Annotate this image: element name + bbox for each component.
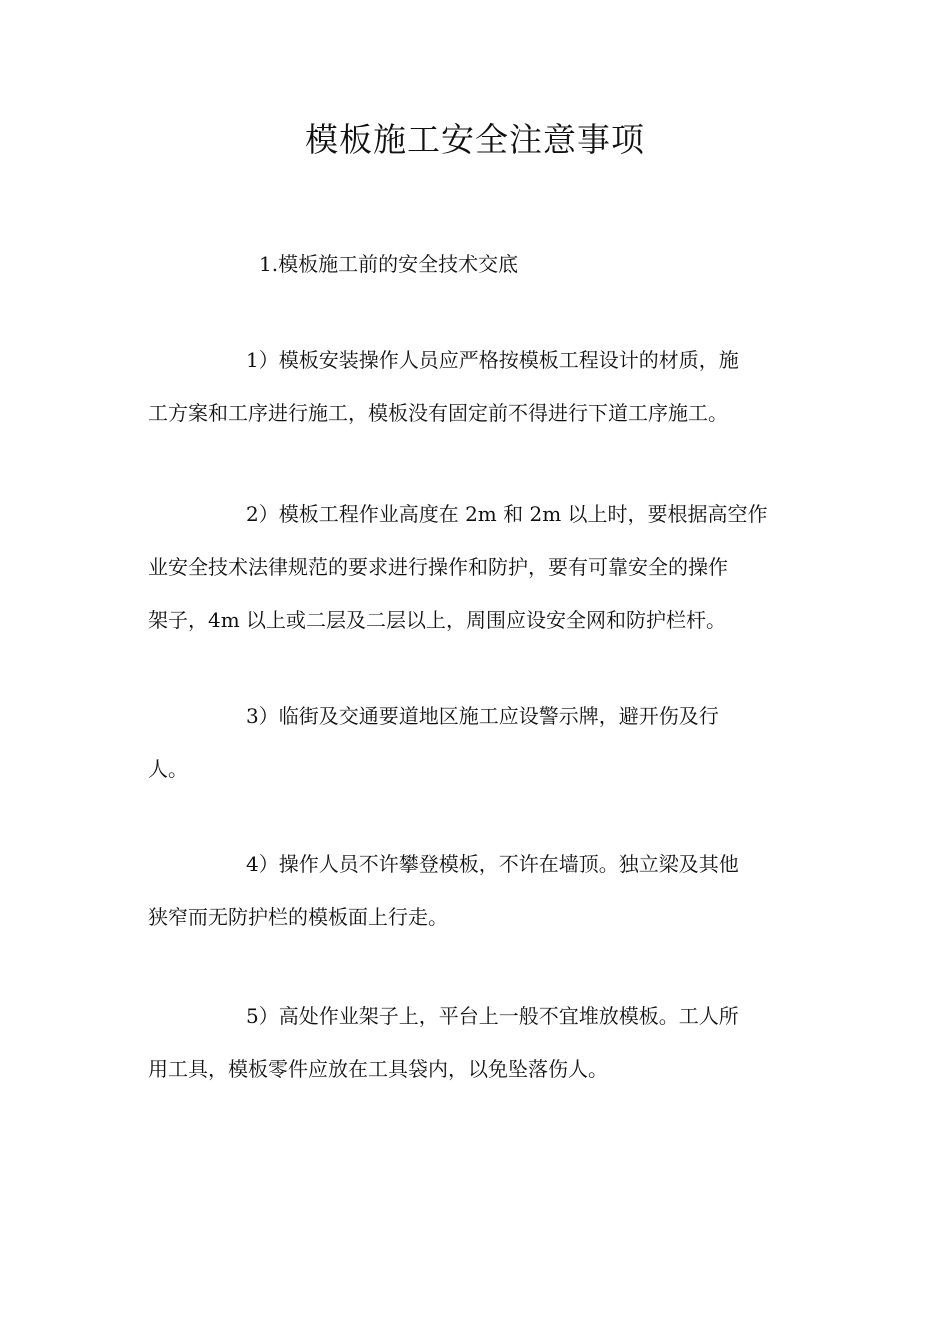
page-title: 模板施工安全注意事项 (305, 120, 645, 159)
paragraph-line: 1）模板安装操作人员应严格按模板工程设计的材质，施 (246, 348, 739, 372)
paragraph-line: 工方案和工序进行施工，模板没有固定前不得进行下道工序施工。 (148, 401, 728, 425)
section-heading: 1.模板施工前的安全技术交底 (259, 252, 519, 276)
paragraph-1 (148, 334, 808, 440)
paragraph-line: 人。 (148, 757, 188, 781)
paragraph-line: 狭窄而无防护栏的模板面上行走。 (148, 905, 448, 929)
paragraph-line: 4）操作人员不许攀登模板，不许在墙顶。独立梁及其他 (246, 852, 739, 876)
paragraph-line: 2）模板工程作业高度在 2m 和 2m 以上时，要根据高空作 (246, 502, 768, 526)
paragraph-line: 用工具，模板零件应放在工具袋内，以免坠落伤人。 (148, 1057, 608, 1081)
paragraph-line: 5）高处作业架子上，平台上一般不宜堆放模板。工人所 (246, 1004, 739, 1028)
paragraph-2 (148, 488, 808, 647)
paragraph-4 (148, 838, 808, 944)
paragraph-line: 业安全技术法律规范的要求进行操作和防护，要有可靠安全的操作 (148, 555, 728, 579)
paragraph-line: 3）临街及交通要道地区施工应设警示牌，避开伤及行 (246, 704, 719, 728)
paragraph-3 (148, 690, 808, 796)
paragraph-line: 架子，4m 以上或二层及二层以上，周围应设安全网和防护栏杆。 (148, 608, 727, 632)
paragraph-5 (148, 990, 808, 1096)
